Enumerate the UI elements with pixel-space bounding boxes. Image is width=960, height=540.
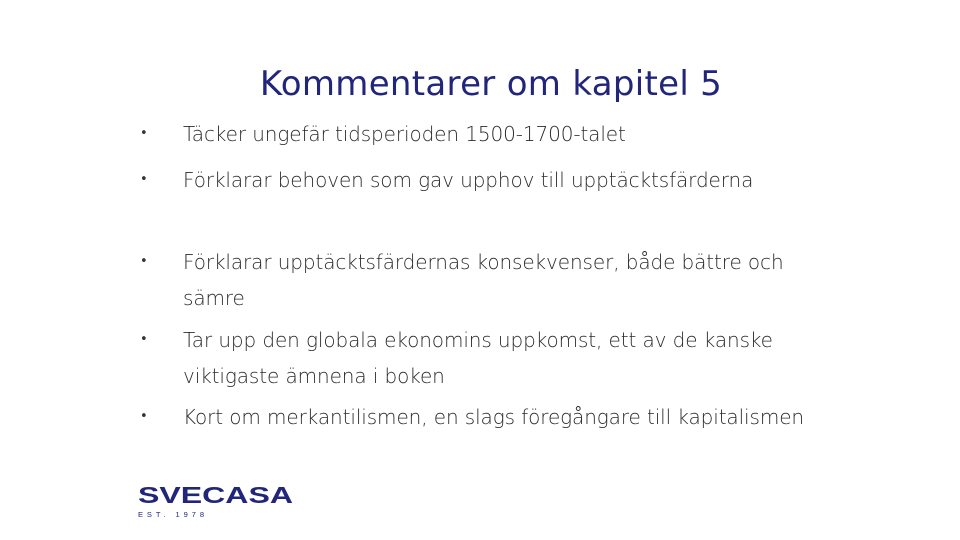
bullet-text: Kort om merkantilismen, en slags föregångare till kapitalismen (183, 405, 804, 429)
bullet-item (140, 116, 840, 152)
bullet-item (140, 322, 840, 394)
bullet-icon: • (140, 126, 148, 141)
bullet-icon: • (140, 172, 148, 187)
bullet-text: Täcker ungefär tidsperioden 1500-1700-talet (183, 122, 626, 146)
bullet-icon: • (140, 254, 148, 269)
logo-icon (137, 482, 297, 522)
bullet-item (140, 244, 840, 316)
bullet-item (140, 162, 840, 198)
slide-title: Kommentarer om kapitel 5 (259, 64, 723, 104)
svecasa-logo (137, 482, 297, 522)
logo-tagline: EST. 1978 (138, 510, 204, 519)
bullet-text: Tar upp den globala ekonomins uppkomst, ett av de kanske viktigaste ämnena i boken (183, 328, 773, 388)
bullet-text: Förklarar behoven som gav upphov till upptäcktsfärderna (183, 168, 754, 192)
bullet-icon: • (140, 332, 148, 347)
bullet-item (140, 399, 840, 435)
bullet-text: Förklarar upptäcktsfärdernas konsekvenser, både bättre och sämre (183, 250, 784, 310)
logo-wordmark: SVECASA (138, 482, 293, 508)
bullet-icon: • (140, 409, 148, 424)
